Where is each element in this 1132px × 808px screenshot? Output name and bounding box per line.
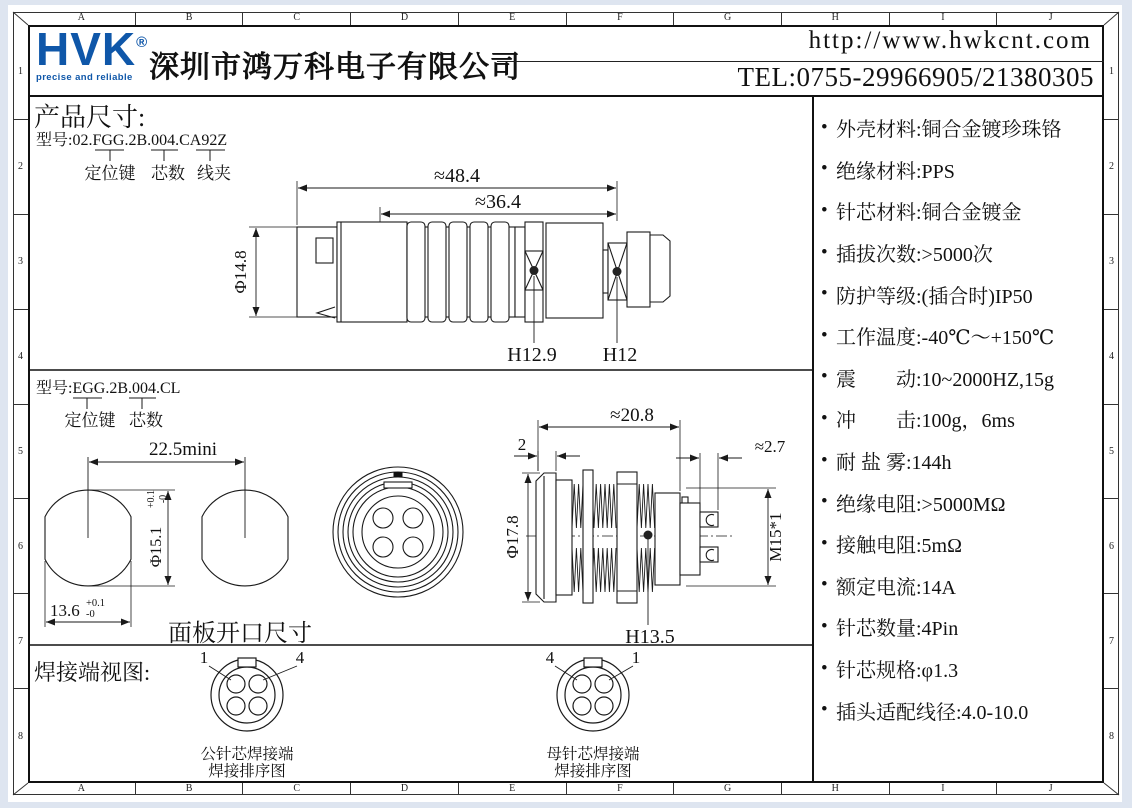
spec-item	[814, 481, 1104, 523]
zone-row-label: 8	[18, 730, 23, 742]
zone-col-label: B	[136, 12, 244, 25]
technical-drawing-canvas	[28, 95, 812, 783]
zone-row-label: 2	[1104, 120, 1119, 215]
dim-overall-label: ≈48.4	[434, 165, 480, 187]
spec-text: 防护等级:(插合时)IP50	[836, 285, 1033, 308]
bullet-icon: •	[821, 324, 828, 346]
spec-text: 冲 击:100g，6ms	[836, 410, 1015, 433]
female-caption-line1: 母针芯焊接端	[546, 746, 640, 763]
spec-item	[814, 149, 1104, 191]
plug-model-label: 型号:02.FGG.2B.004.CA92Z	[36, 132, 228, 149]
zone-band-bottom	[28, 783, 1104, 795]
spec-text: 额定电流:14A	[836, 576, 956, 599]
spec-text: 绝缘材料:PPS	[836, 160, 955, 183]
zone-col-label: H	[782, 12, 890, 25]
female-caption-line2: 焊接排序图	[554, 763, 632, 780]
spec-text: 插头适配线径:4.0-10.0	[836, 701, 1029, 724]
zone-row-label: 6	[13, 499, 28, 594]
male-welding-view	[209, 658, 297, 731]
female-pin-label-right: 1	[631, 648, 641, 667]
dim-thread-label: M15*1	[766, 512, 785, 562]
spec-text: 针芯数量:4Pin	[836, 618, 959, 641]
website-url[interactable]: http://www.hwkcnt.com	[808, 27, 1092, 54]
zone-col-label: J	[1048, 12, 1053, 23]
spec-item	[814, 523, 1104, 565]
registered-trademark-icon: ®	[136, 34, 148, 51]
zone-col-label: B	[136, 783, 244, 795]
dim-front-label: ≈36.4	[475, 191, 521, 213]
zone-col-label: C	[243, 783, 351, 795]
callout-cores: 芯数	[151, 164, 185, 183]
spec-item	[814, 273, 1104, 315]
spec-text: 针芯规格:φ1.3	[836, 660, 959, 683]
zone-col-label: A	[28, 12, 136, 25]
plug-model-annotation	[34, 103, 231, 183]
zone-row-label: 5	[13, 405, 28, 500]
male-caption-line1: 公针芯焊接端	[200, 746, 294, 763]
welding-title: 焊接端视图:	[34, 660, 151, 685]
zone-col-label: F	[567, 783, 675, 795]
width-tol-up: +0.1	[86, 598, 106, 609]
zone-row-label: 6	[1104, 499, 1119, 594]
dim-nut-mid-label: H12.9	[507, 344, 557, 366]
bullet-icon: •	[821, 116, 828, 138]
bullet-icon: •	[821, 158, 828, 180]
socket-model-label: 型号:EGG.2B.004.CL	[36, 380, 181, 397]
height-tol-up: +0.1	[146, 489, 157, 509]
zone-band-left	[13, 25, 28, 783]
zone-col-label: E	[459, 12, 567, 25]
panel-cutout-caption: 面板开口尺寸	[168, 621, 312, 647]
bullet-icon: •	[821, 491, 828, 513]
dim-nut-front-label: H12	[602, 344, 638, 366]
socket-model-annotation	[36, 379, 180, 430]
bullet-icon: •	[821, 407, 828, 429]
male-caption-line2: 焊接排序图	[208, 763, 286, 780]
welding-section	[34, 648, 640, 780]
zone-row-label: 4	[1104, 310, 1119, 405]
logo-tagline: precise and reliable	[36, 72, 133, 83]
dim-diameter-label: Ф17.8	[503, 515, 522, 559]
zone-row-label: 5	[1104, 405, 1119, 500]
callout-cores: 芯数	[129, 411, 163, 430]
bullet-icon: •	[821, 449, 828, 471]
zone-col-label: F	[567, 12, 675, 25]
zone-col-label: E	[459, 783, 567, 795]
spec-item	[814, 565, 1104, 607]
zone-row-label: 7	[13, 594, 28, 689]
spec-item	[814, 190, 1104, 232]
bullet-icon: •	[821, 699, 828, 721]
zone-col-label: J	[1048, 783, 1053, 794]
zone-row-label: 3	[1104, 215, 1119, 310]
spec-text: 震 动:10~2000HZ,15g	[836, 368, 1055, 391]
logo-text: HVK	[36, 23, 137, 75]
panel-cutout-labels	[50, 439, 312, 647]
bullet-icon: •	[821, 574, 828, 596]
zone-col-label: D	[351, 783, 459, 795]
zone-band-top	[28, 12, 1104, 25]
spec-text: 绝缘电阻:>5000MΩ	[836, 493, 1006, 516]
spec-item	[814, 440, 1104, 482]
spec-item	[814, 398, 1104, 440]
width-tol-down: -0	[86, 609, 95, 620]
zone-row-label: 8	[1109, 730, 1114, 742]
company-name: 深圳市鸿万科电子有限公司	[149, 51, 521, 84]
bullet-icon: •	[821, 241, 828, 263]
dim-width-label: 13.6	[50, 601, 80, 620]
zone-col-label: G	[674, 783, 782, 795]
female-pin-label-left: 4	[545, 648, 555, 667]
spec-item	[814, 648, 1104, 690]
zone-col-label: H	[782, 783, 890, 795]
zone-band-right	[1104, 25, 1119, 783]
female-welding-view	[555, 658, 633, 731]
spec-text: 插拔次数:>5000次	[836, 244, 993, 267]
zone-row-label: 2	[13, 120, 28, 215]
spec-item	[814, 357, 1104, 399]
zone-col-label: I	[890, 783, 998, 795]
callout-key: 定位键	[84, 164, 136, 183]
spec-text: 耐 盐 雾:144h	[836, 452, 952, 475]
bullet-icon: •	[821, 283, 828, 305]
dim-length-label: ≈20.8	[610, 405, 654, 426]
spec-item	[814, 315, 1104, 357]
male-pin-label-right: 4	[295, 648, 305, 667]
zone-col-label: C	[243, 12, 351, 25]
socket-front-view	[333, 467, 463, 597]
callout-key: 定位键	[64, 411, 116, 430]
company-logo	[36, 23, 156, 83]
zone-row-label: 3	[13, 215, 28, 310]
spec-text: 接触电阻:5mΩ	[836, 535, 962, 558]
zone-col-label: G	[674, 12, 782, 25]
specs-list	[814, 96, 1104, 782]
spec-item	[814, 606, 1104, 648]
zone-row-label: 1	[13, 25, 28, 120]
dim-spacing-label: 22.5mini	[148, 439, 218, 460]
spec-item	[814, 107, 1104, 149]
spec-text: 针芯材料:铜合金镀金	[836, 202, 1022, 225]
spec-item	[814, 232, 1104, 274]
bullet-icon: •	[821, 615, 828, 637]
callout-clamp: 线夹	[197, 164, 231, 183]
zone-row-label: 4	[13, 310, 28, 405]
bullet-icon: •	[821, 199, 828, 221]
socket-side-view	[514, 420, 776, 625]
key-notch-mark	[394, 472, 403, 477]
dim-flange-label: 2	[517, 435, 527, 454]
spec-item	[814, 689, 1104, 731]
panel-cutout-view	[45, 457, 288, 627]
spec-text: 工作温度:-40℃～+150℃	[836, 327, 1055, 350]
dim-nut-label: H13.5	[625, 626, 675, 648]
dim-tail-label: ≈2.7	[754, 437, 786, 456]
dim-height-label: Ф15.1	[148, 526, 165, 568]
bullet-icon: •	[821, 532, 828, 554]
zone-row-label: 7	[1104, 594, 1119, 689]
zone-col-label: I	[890, 12, 998, 25]
zone-col-label: D	[351, 12, 459, 25]
bullet-icon: •	[821, 366, 828, 388]
bullet-icon: •	[821, 657, 828, 679]
zone-col-label: A	[28, 783, 136, 795]
dim-diameter-label: Ф14.8	[231, 250, 250, 294]
telephone-number: TEL:0755-29966905/21380305	[737, 62, 1094, 92]
male-pin-label-left: 1	[199, 648, 209, 667]
plug-side-view	[249, 181, 670, 343]
product-dims-title: 产品尺寸:	[34, 103, 146, 132]
zone-row-label: 1	[1104, 25, 1119, 120]
height-tol-down: -0	[158, 494, 169, 504]
spec-text: 外壳材料:铜合金镀珍珠铬	[836, 119, 1062, 142]
